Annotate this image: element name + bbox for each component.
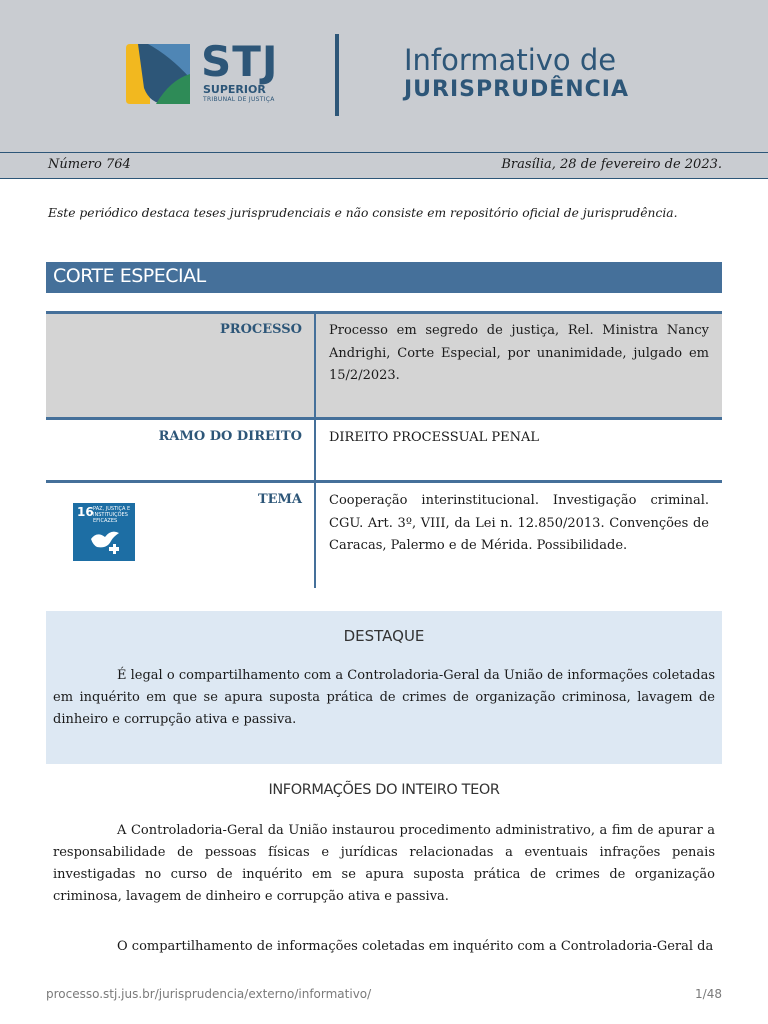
inteiro-teor-paragraph: O compartilhamento de informações coletadas em inquérito com a Controladoria-Geral da [117,939,714,954]
issue-date: Brasília, 28 de fevereiro de 2023. [501,157,722,172]
inteiro-teor-title: INFORMAÇÕES DO INTEIRO TEOR [268,782,500,798]
disclaimer: Este periódico destaca teses jurisprudenciais e não consiste em repositório oficial de jurisprudência. [48,206,678,220]
destaque-title: DESTAQUE [343,627,425,645]
ramo-label: RAMO DO DIREITO [158,429,302,444]
logo-tribunal-text: TRIBUNAL DE JUSTIÇA [203,96,275,103]
processo-label: PROCESSO [220,322,302,337]
section-title: CORTE ESPECIAL [53,265,206,287]
destaque-text: É legal o compartilhamento com a Controladoria-Geral da União de informações coletadas em inquérito em que se apura suposta prática de crimes de organização criminosa, lavagem de dinheiro e corrupção ativa e passiva. [53,668,715,727]
page-number: 1/48 [695,987,722,1001]
dove-gavel-icon [85,527,125,557]
case-info-table [46,311,722,588]
ramo-value: DIREITO PROCESSUAL PENAL [329,430,539,445]
issue-bar [0,152,768,179]
masthead [0,0,768,152]
section-header [46,262,722,293]
destaque-box [46,611,722,764]
row-processo [46,311,722,417]
header-divider [335,34,339,116]
column-divider [314,314,316,417]
publication-title-line1: Informativo de [404,43,617,77]
ods-text: PAZ, JUSTIÇA E INSTITUIÇÕES EFICAZES [93,506,131,524]
column-divider [314,483,316,588]
ods-16-badge [73,503,135,561]
processo-value: Processo em segredo de justiça, Rel. Ministra Nancy Andrighi, Corte Especial, por unanimidade, julgado em 15/2/2023. [329,323,709,383]
logo-stj-text: STJ [201,37,279,86]
publication-title-line2: JURISPRUDÊNCIA [404,77,630,102]
row-ramo [46,417,722,480]
ods-number: 16 [77,505,94,519]
column-divider [314,420,316,480]
footer-url-link[interactable]: processo.stj.jus.br/jurisprudencia/externo/informativo/ [46,987,372,1001]
logo-superior-text: SUPERIOR [203,83,266,96]
tema-label: TEMA [257,492,302,507]
tema-value: Cooperação interinstitucional. Investigação criminal. CGU. Art. 3º, VIII, da Lei n. 12.850/2013. Convenções de Caracas, Palermo e de Mérida. Possibilidade. [329,493,709,553]
stj-logo-icon [126,44,190,104]
row-tema [46,480,722,588]
issue-number: Número 764 [48,157,131,172]
inteiro-teor-paragraph: A Controladoria-Geral da União instaurou procedimento administrativo, a fim de apurar a responsabilidade de pessoas físicas e jurídicas relacionadas a eventuais infrações penais investigadas no curso de inquérito em se apura suposta prática de crimes de organização criminosa, lavagem de dinheiro e corrupção ativa e passiva. [53,823,715,904]
